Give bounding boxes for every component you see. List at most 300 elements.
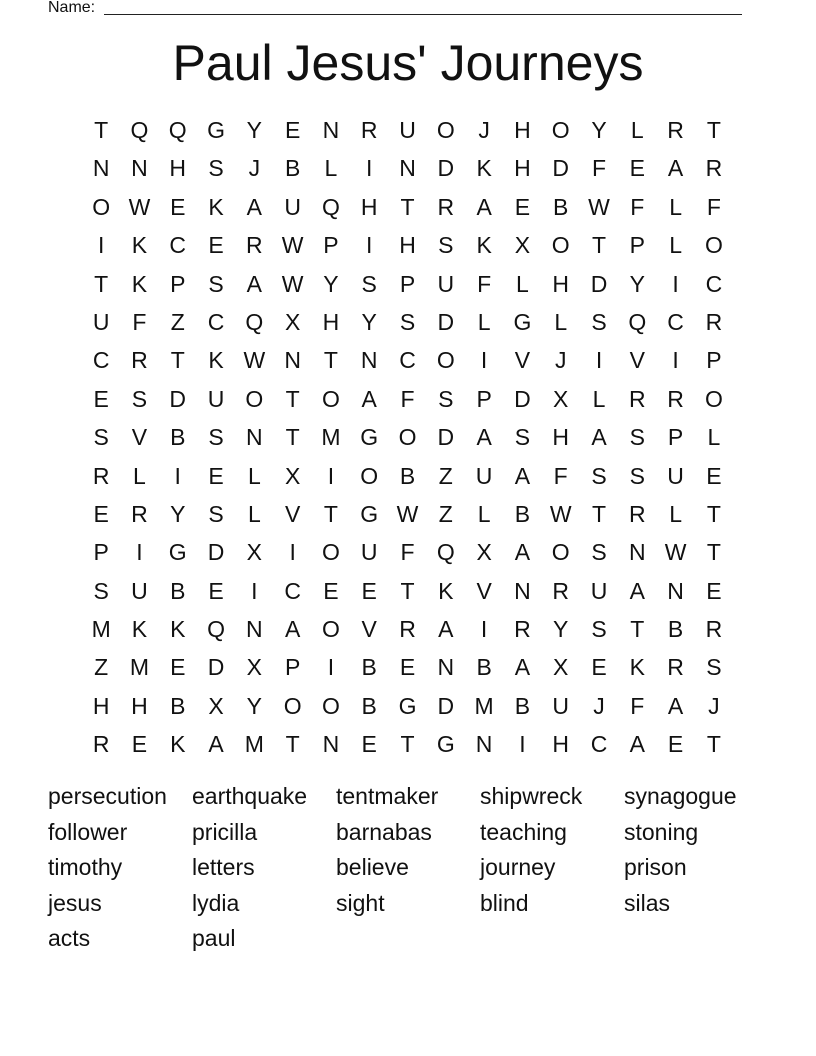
grid-letter: J	[708, 692, 720, 719]
grid-letter: T	[94, 270, 109, 297]
grid-letter: O	[398, 424, 417, 451]
grid-letter: K	[208, 193, 224, 220]
grid-letter: I	[480, 616, 488, 643]
grid-letter: H	[552, 270, 570, 297]
grid-letter: E	[591, 654, 607, 681]
grid-letter: E	[170, 193, 186, 220]
grid-letter: P	[476, 385, 492, 412]
grid-letter: S	[706, 654, 722, 681]
grid-letter: A	[438, 616, 454, 643]
grid-letter: Y	[323, 270, 339, 297]
grid-letter: A	[246, 270, 262, 297]
grid-letter: S	[514, 424, 531, 451]
grid-letter: R	[628, 500, 646, 527]
grid-letter: Q	[130, 117, 149, 143]
grid-row	[82, 495, 733, 533]
grid-letter: F	[477, 270, 492, 297]
grid-letter: G	[168, 539, 187, 566]
grid-letter: B	[553, 193, 569, 220]
grid-letter: P	[170, 270, 186, 297]
grid-letter: C	[169, 232, 187, 259]
word-bank-item: silas	[624, 889, 671, 916]
grid-letter: T	[706, 117, 721, 143]
grid-letter: I	[97, 232, 105, 259]
grid-letter: Q	[245, 308, 264, 335]
word-bank-item: letters	[192, 854, 255, 880]
grid-row	[82, 226, 733, 264]
grid-letter: R	[552, 577, 570, 604]
grid-letter: E	[170, 654, 186, 681]
grid-letter: I	[480, 347, 488, 374]
grid-letter: S	[629, 424, 645, 451]
grid-letter: S	[438, 385, 454, 412]
grid-letter: W	[243, 347, 266, 374]
grid-letter: G	[360, 424, 379, 451]
grid-letter: I	[251, 577, 258, 604]
grid-letter: U	[360, 539, 378, 566]
grid-letter: F	[630, 692, 645, 719]
grid-letter: O	[92, 193, 111, 220]
grid-letter: O	[704, 385, 723, 412]
grid-letter: T	[591, 232, 607, 259]
grid-letter: G	[360, 500, 379, 527]
grid-letter: O	[321, 616, 340, 643]
grid-letter: E	[361, 577, 377, 604]
grid-letter: R	[628, 385, 646, 412]
grid-letter: F	[400, 539, 415, 566]
word-bank-item: timothy	[48, 854, 123, 880]
grid-letter: K	[438, 577, 454, 604]
grid-letter: Q	[321, 193, 340, 220]
grid-row	[82, 265, 733, 303]
grid-letter: H	[322, 308, 340, 335]
grid-letter: F	[132, 308, 147, 335]
grid-letter: E	[667, 731, 684, 758]
grid-letter: E	[93, 385, 109, 412]
grid-letter: O	[321, 692, 340, 719]
grid-letter: X	[476, 539, 492, 566]
grid-letter: T	[285, 731, 300, 758]
grid-letter: A	[284, 616, 301, 643]
grid-letter: K	[131, 232, 148, 259]
grid-letter: R	[92, 731, 110, 758]
grid-letter: T	[323, 347, 338, 374]
grid-letter: H	[360, 193, 378, 220]
grid-letter: S	[93, 577, 109, 604]
grid-row	[82, 725, 733, 763]
grid-letter: T	[706, 500, 721, 527]
grid-letter: O	[245, 385, 264, 412]
grid-letter: P	[399, 270, 416, 297]
grid-letter: A	[629, 731, 645, 758]
grid-letter: U	[552, 692, 570, 719]
word-bank-item: follower	[48, 818, 128, 845]
grid-letter: I	[136, 539, 143, 566]
grid-letter: X	[246, 539, 262, 566]
grid-letter: J	[593, 692, 605, 719]
grid-letter: W	[664, 539, 687, 566]
grid-letter: T	[706, 731, 721, 758]
grid-letter: B	[514, 500, 531, 527]
grid-letter: U	[399, 117, 416, 143]
grid-letter: A	[591, 424, 607, 451]
grid-letter: K	[629, 654, 645, 681]
grid-letter: L	[669, 232, 682, 259]
grid-letter: A	[208, 731, 224, 758]
grid-letter: W	[281, 232, 304, 259]
grid-letter: G	[513, 308, 532, 335]
grid-letter: S	[591, 616, 607, 643]
grid-letter: X	[208, 692, 224, 719]
word-bank-item: blind	[480, 889, 529, 916]
word-bank-item: pricilla	[192, 818, 258, 845]
grid-letter: V	[476, 577, 492, 604]
grid-letter: G	[436, 731, 455, 758]
grid-letter: P	[629, 232, 645, 259]
grid-letter: S	[591, 308, 607, 335]
word-bank-item: earthquake	[192, 783, 308, 809]
grid-letter: E	[323, 577, 339, 604]
grid-letter: Y	[246, 692, 262, 719]
grid-letter: B	[361, 692, 377, 719]
grid-letter: P	[323, 232, 339, 259]
grid-letter: D	[169, 385, 187, 412]
grid-letter: S	[591, 462, 607, 489]
word-bank-item: shipwreck	[480, 783, 583, 809]
grid-letter: Z	[94, 654, 109, 681]
grid-letter: Y	[361, 308, 377, 335]
grid-letter: E	[131, 731, 148, 758]
grid-letter: D	[437, 308, 455, 335]
grid-letter: O	[551, 232, 570, 259]
grid-letter: B	[170, 692, 186, 719]
grid-letter: I	[672, 270, 679, 297]
grid-letter: A	[514, 654, 531, 681]
grid-letter: K	[476, 232, 492, 259]
grid-letter: O	[321, 539, 340, 566]
grid-letter: N	[246, 616, 263, 643]
grid-letter: E	[93, 500, 109, 527]
grid-letter: W	[281, 270, 304, 297]
grid-letter: T	[400, 731, 415, 758]
word-bank-item: sight	[336, 889, 385, 916]
grid-letter: Y	[553, 616, 569, 643]
grid-letter: L	[516, 270, 529, 297]
grid-letter: B	[284, 155, 301, 182]
grid-letter: A	[246, 193, 262, 220]
grid-letter: B	[476, 654, 492, 681]
grid-letter: K	[131, 270, 148, 297]
grid-letter: S	[208, 424, 224, 451]
grid-letter: H	[514, 117, 531, 143]
grid-letter: S	[208, 155, 224, 182]
grid-letter: C	[590, 731, 608, 758]
grid-letter: I	[366, 232, 373, 259]
grid-letter: D	[552, 155, 570, 182]
grid-letter: S	[361, 270, 377, 297]
grid-letter: U	[207, 385, 225, 412]
grid-letter: R	[246, 232, 263, 259]
grid-letter: D	[514, 385, 531, 412]
grid-letter: H	[552, 424, 570, 451]
grid-letter: O	[321, 385, 340, 412]
grid-letter: R	[131, 500, 148, 527]
grid-letter: L	[592, 385, 606, 412]
grid-letter: B	[399, 462, 416, 489]
grid-letter: I	[672, 347, 679, 374]
grid-letter: F	[553, 462, 568, 489]
grid-letter: P	[284, 654, 301, 681]
grid-letter: K	[476, 155, 492, 182]
grid-letter: D	[437, 692, 455, 719]
grid-letter: Q	[628, 308, 647, 335]
grid-letter: G	[398, 692, 417, 719]
grid-letter: S	[131, 385, 148, 412]
grid-letter: N	[475, 731, 493, 758]
grid-letter: R	[437, 193, 455, 220]
grid-row	[82, 111, 733, 149]
grid-letter: S	[208, 500, 224, 527]
grid-row	[82, 457, 733, 495]
grid-letter: V	[131, 424, 148, 451]
grid-letter: T	[400, 193, 415, 220]
grid-letter: N	[322, 731, 340, 758]
grid-letter: U	[475, 462, 493, 489]
word-bank	[48, 779, 788, 957]
grid-letter: X	[284, 462, 301, 489]
grid-letter: O	[704, 232, 723, 259]
grid-letter: P	[706, 347, 722, 374]
grid-letter: N	[246, 424, 263, 451]
grid-letter: A	[629, 577, 645, 604]
grid-letter: U	[284, 193, 301, 220]
grid-row	[82, 610, 733, 648]
grid-letter: S	[629, 462, 645, 489]
grid-letter: L	[477, 308, 491, 335]
grid-letter: E	[361, 731, 377, 758]
grid-letter: E	[208, 577, 224, 604]
name-label: Name:	[48, 0, 96, 16]
grid-letter: N	[322, 117, 340, 143]
word-bank-item: lydia	[192, 889, 240, 916]
grid-letter: S	[399, 308, 416, 335]
grid-letter: D	[437, 424, 455, 451]
grid-letter: Y	[170, 500, 186, 527]
grid-letter: X	[553, 385, 569, 412]
grid-letter: H	[169, 155, 187, 182]
word-bank-item: jesus	[48, 889, 102, 916]
grid-letter: U	[437, 270, 455, 297]
grid-letter: B	[667, 616, 684, 643]
grid-letter: T	[323, 500, 338, 527]
grid-letter: R	[92, 462, 110, 489]
grid-letter: L	[324, 155, 338, 182]
grid-letter: B	[361, 654, 377, 681]
grid-letter: M	[321, 424, 341, 451]
page-title: Paul Jesus' Journeys	[172, 35, 644, 91]
grid-letter: H	[399, 232, 416, 259]
grid-letter: N	[284, 347, 301, 374]
grid-letter: E	[208, 232, 224, 259]
grid-letter: C	[705, 270, 723, 297]
grid-letter: V	[284, 500, 301, 527]
grid-letter: E	[399, 654, 416, 681]
grid-letter: T	[170, 347, 185, 374]
word-bank-item: acts	[48, 925, 91, 951]
grid-letter: G	[207, 117, 225, 143]
grid-letter: Z	[170, 308, 185, 335]
grid-letter: C	[92, 347, 110, 374]
grid-letter: J	[248, 155, 261, 182]
grid-letter: Y	[246, 117, 262, 143]
grid-letter: C	[207, 308, 225, 335]
grid-letter: D	[437, 155, 455, 182]
grid-letter: L	[554, 308, 568, 335]
grid-letter: F	[706, 193, 721, 220]
grid-letter: C	[667, 308, 684, 335]
grid-letter: B	[170, 577, 186, 604]
word-bank-item: barnabas	[336, 818, 432, 845]
grid-row	[82, 341, 733, 379]
grid-letter: F	[591, 155, 607, 182]
grid-letter: H	[514, 155, 531, 182]
grid-letter: W	[128, 193, 151, 220]
grid-letter: R	[667, 385, 684, 412]
grid-letter: I	[519, 731, 526, 758]
grid-letter: P	[667, 424, 684, 451]
grid-letter: I	[174, 462, 181, 489]
grid-letter: I	[366, 155, 373, 182]
grid-letter: S	[93, 424, 109, 451]
grid-letter: N	[92, 155, 110, 182]
grid-letter: R	[705, 616, 723, 643]
word-bank-item: synagogue	[624, 783, 737, 809]
grid-letter: U	[667, 462, 684, 489]
letter-grid	[82, 111, 733, 764]
grid-letter: L	[477, 500, 491, 527]
grid-letter: S	[208, 270, 224, 297]
grid-letter: R	[667, 117, 684, 143]
grid-letter: A	[514, 462, 531, 489]
grid-letter: V	[361, 616, 377, 643]
grid-letter: K	[170, 731, 186, 758]
grid-letter: N	[437, 654, 455, 681]
word-bank-item: teaching	[480, 818, 567, 845]
grid-letter: H	[92, 692, 110, 719]
grid-letter: O	[551, 117, 570, 143]
grid-letter: M	[129, 654, 150, 681]
grid-letter: D	[207, 654, 225, 681]
grid-letter: T	[591, 500, 607, 527]
grid-letter: W	[549, 500, 572, 527]
grid-letter: M	[244, 731, 264, 758]
grid-letter: F	[400, 385, 415, 412]
grid-letter: N	[399, 155, 416, 182]
grid-letter: D	[207, 539, 225, 566]
grid-letter: R	[514, 616, 531, 643]
grid-letter: O	[360, 462, 379, 489]
word-bank-row	[48, 815, 788, 851]
grid-letter: O	[436, 347, 455, 374]
grid-letter: R	[705, 308, 723, 335]
grid-letter: A	[361, 385, 377, 412]
grid-letter: L	[247, 500, 261, 527]
grid-letter: A	[476, 424, 492, 451]
grid-letter: H	[552, 731, 570, 758]
grid-letter: T	[285, 424, 300, 451]
grid-letter: R	[399, 616, 416, 643]
grid-letter: E	[706, 577, 722, 604]
grid-letter: M	[91, 616, 111, 643]
grid-letter: N	[360, 347, 378, 374]
word-bank-item: persecution	[48, 783, 167, 809]
word-bank-item: paul	[192, 925, 236, 951]
grid-letter: X	[246, 654, 262, 681]
word-bank-item: believe	[336, 854, 409, 880]
grid-letter: E	[208, 462, 224, 489]
grid-row	[82, 188, 733, 226]
word-bank-item: journey	[480, 854, 556, 880]
grid-letter: L	[707, 424, 721, 451]
grid-letter: Q	[207, 616, 225, 643]
grid-letter: P	[93, 539, 109, 566]
grid-letter: U	[92, 308, 110, 335]
grid-letter: Z	[438, 462, 453, 489]
grid-letter: O	[436, 117, 455, 143]
grid-letter: M	[474, 692, 494, 719]
grid-letter: A	[667, 692, 684, 719]
grid-letter: U	[131, 577, 148, 604]
grid-letter: N	[131, 155, 148, 182]
grid-row	[82, 418, 733, 456]
name-blank-line	[104, 14, 742, 15]
word-bank-row	[48, 921, 788, 957]
grid-letter: S	[438, 232, 454, 259]
grid-letter: H	[131, 692, 148, 719]
grid-letter: S	[591, 539, 607, 566]
grid-letter: R	[705, 155, 723, 182]
grid-letter: N	[628, 539, 646, 566]
grid-letter: X	[553, 654, 569, 681]
grid-letter: C	[284, 577, 301, 604]
word-bank-item: tentmaker	[336, 783, 439, 809]
grid-letter: W	[396, 500, 419, 527]
word-bank-item: prison	[624, 854, 687, 880]
word-bank-row	[48, 850, 788, 886]
grid-letter: T	[94, 117, 109, 143]
grid-letter: R	[131, 347, 148, 374]
grid-letter: X	[514, 232, 531, 259]
grid-letter: C	[399, 347, 416, 374]
grid-letter: I	[595, 347, 603, 374]
grid-letter: A	[476, 193, 492, 220]
grid-letter: K	[208, 347, 224, 374]
grid-row	[82, 572, 733, 610]
word-bank-row	[48, 779, 788, 815]
grid-letter: I	[327, 462, 335, 489]
grid-row	[82, 533, 733, 571]
grid-letter: K	[170, 616, 186, 643]
grid-letter: T	[630, 616, 645, 643]
grid-letter: R	[360, 117, 378, 143]
grid-letter: E	[706, 462, 722, 489]
grid-letter: J	[478, 117, 490, 143]
grid-letter: O	[283, 692, 302, 719]
grid-letter: T	[285, 385, 300, 412]
grid-letter: L	[630, 117, 644, 143]
grid-row	[82, 303, 733, 341]
grid-letter: Y	[629, 270, 645, 297]
